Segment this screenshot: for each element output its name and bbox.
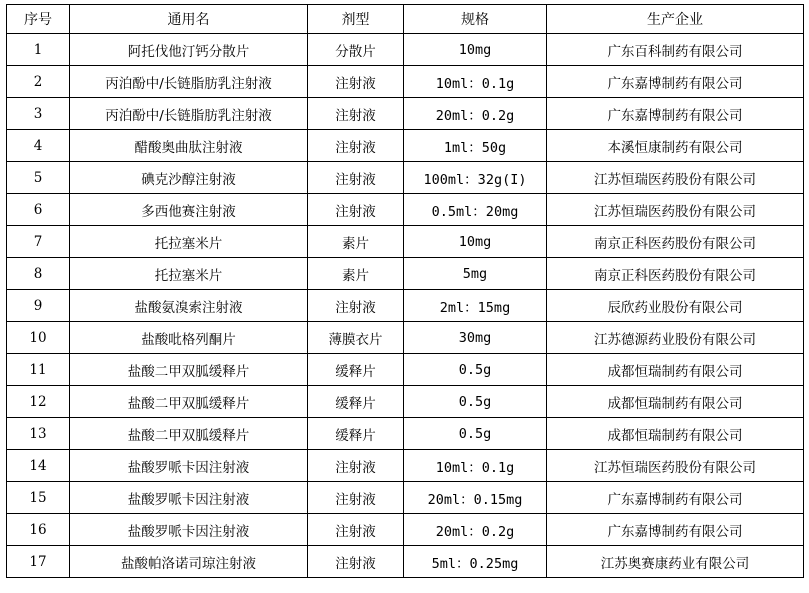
- table-row: [7, 194, 804, 226]
- cell-manufacturer: 南京正科医药股份有限公司: [547, 226, 804, 258]
- cell-manufacturer: 成都恒瑞制药有限公司: [547, 386, 804, 418]
- table-row: [7, 98, 804, 130]
- cell-dosage-form: 注射液: [308, 482, 404, 514]
- cell-generic-name: 托拉塞米片: [70, 258, 308, 290]
- cell-generic-name: 多西他赛注射液: [70, 194, 308, 226]
- table-header: [7, 5, 804, 34]
- cell-generic-name: 盐酸罗哌卡因注射液: [70, 514, 308, 546]
- table-row: [7, 450, 804, 482]
- table-row: [7, 482, 804, 514]
- cell-serial-number: 15: [7, 482, 70, 514]
- cell-dosage-form: 分散片: [308, 34, 404, 66]
- cell-manufacturer: 广东嘉博制药有限公司: [547, 514, 804, 546]
- cell-specification: 5ml：0.25mg: [404, 546, 547, 578]
- cell-specification: 20ml：0.15mg: [404, 482, 547, 514]
- header-generic-name: 通用名: [70, 5, 308, 34]
- cell-manufacturer: 广东嘉博制药有限公司: [547, 482, 804, 514]
- cell-specification: 100ml：32g(I): [404, 162, 547, 194]
- cell-serial-number: 4: [7, 130, 70, 162]
- table-row: [7, 418, 804, 450]
- cell-serial-number: 1: [7, 34, 70, 66]
- table-row: [7, 386, 804, 418]
- header-dosage-form: 剂型: [308, 5, 404, 34]
- drug-table: [6, 4, 804, 578]
- table-row: [7, 34, 804, 66]
- cell-serial-number: 17: [7, 546, 70, 578]
- cell-serial-number: 8: [7, 258, 70, 290]
- table-row: [7, 546, 804, 578]
- cell-serial-number: 13: [7, 418, 70, 450]
- cell-manufacturer: 江苏恒瑞医药股份有限公司: [547, 194, 804, 226]
- cell-generic-name: 托拉塞米片: [70, 226, 308, 258]
- cell-manufacturer: 广东嘉博制药有限公司: [547, 98, 804, 130]
- table-row: [7, 162, 804, 194]
- cell-generic-name: 盐酸二甲双胍缓释片: [70, 354, 308, 386]
- cell-manufacturer: 本溪恒康制药有限公司: [547, 130, 804, 162]
- cell-serial-number: 3: [7, 98, 70, 130]
- table-row: [7, 226, 804, 258]
- cell-dosage-form: 注射液: [308, 98, 404, 130]
- cell-generic-name: 醋酸奥曲肽注射液: [70, 130, 308, 162]
- cell-generic-name: 盐酸氨溴索注射液: [70, 290, 308, 322]
- cell-specification: 0.5ml：20mg: [404, 194, 547, 226]
- header-serial-number: 序号: [7, 5, 70, 34]
- cell-specification: 10mg: [404, 34, 547, 66]
- cell-specification: 5mg: [404, 258, 547, 290]
- cell-serial-number: 2: [7, 66, 70, 98]
- cell-dosage-form: 薄膜衣片: [308, 322, 404, 354]
- cell-generic-name: 盐酸吡格列酮片: [70, 322, 308, 354]
- cell-dosage-form: 注射液: [308, 546, 404, 578]
- cell-manufacturer: 江苏奥赛康药业有限公司: [547, 546, 804, 578]
- cell-dosage-form: 缓释片: [308, 418, 404, 450]
- cell-dosage-form: 注射液: [308, 514, 404, 546]
- table-body: [7, 34, 804, 578]
- cell-dosage-form: 缓释片: [308, 354, 404, 386]
- cell-generic-name: 阿托伐他汀钙分散片: [70, 34, 308, 66]
- cell-manufacturer: 江苏恒瑞医药股份有限公司: [547, 162, 804, 194]
- table-row: [7, 130, 804, 162]
- cell-serial-number: 11: [7, 354, 70, 386]
- cell-serial-number: 12: [7, 386, 70, 418]
- cell-dosage-form: 素片: [308, 258, 404, 290]
- cell-dosage-form: 注射液: [308, 130, 404, 162]
- cell-manufacturer: 南京正科医药股份有限公司: [547, 258, 804, 290]
- cell-manufacturer: 广东嘉博制药有限公司: [547, 66, 804, 98]
- cell-generic-name: 丙泊酚中/长链脂肪乳注射液: [70, 98, 308, 130]
- cell-generic-name: 盐酸二甲双胍缓释片: [70, 386, 308, 418]
- cell-dosage-form: 素片: [308, 226, 404, 258]
- cell-serial-number: 9: [7, 290, 70, 322]
- table-row: [7, 66, 804, 98]
- cell-manufacturer: 江苏恒瑞医药股份有限公司: [547, 450, 804, 482]
- cell-generic-name: 盐酸罗哌卡因注射液: [70, 450, 308, 482]
- cell-serial-number: 14: [7, 450, 70, 482]
- table-row: [7, 514, 804, 546]
- header-row: [7, 5, 804, 34]
- cell-serial-number: 16: [7, 514, 70, 546]
- table-row: [7, 322, 804, 354]
- table-row: [7, 258, 804, 290]
- cell-manufacturer: 广东百科制药有限公司: [547, 34, 804, 66]
- cell-manufacturer: 辰欣药业股份有限公司: [547, 290, 804, 322]
- cell-specification: 2ml：15mg: [404, 290, 547, 322]
- cell-serial-number: 7: [7, 226, 70, 258]
- cell-dosage-form: 缓释片: [308, 386, 404, 418]
- cell-specification: 30mg: [404, 322, 547, 354]
- table-row: [7, 354, 804, 386]
- cell-specification: 20ml：0.2g: [404, 98, 547, 130]
- cell-dosage-form: 注射液: [308, 194, 404, 226]
- header-manufacturer: 生产企业: [547, 5, 804, 34]
- cell-specification: 0.5g: [404, 386, 547, 418]
- cell-specification: 0.5g: [404, 418, 547, 450]
- cell-specification: 10ml：0.1g: [404, 66, 547, 98]
- table-row: [7, 290, 804, 322]
- cell-dosage-form: 注射液: [308, 66, 404, 98]
- cell-specification: 10ml：0.1g: [404, 450, 547, 482]
- cell-serial-number: 6: [7, 194, 70, 226]
- cell-serial-number: 10: [7, 322, 70, 354]
- cell-generic-name: 碘克沙醇注射液: [70, 162, 308, 194]
- cell-manufacturer: 成都恒瑞制药有限公司: [547, 418, 804, 450]
- cell-dosage-form: 注射液: [308, 450, 404, 482]
- cell-serial-number: 5: [7, 162, 70, 194]
- cell-manufacturer: 成都恒瑞制药有限公司: [547, 354, 804, 386]
- cell-generic-name: 盐酸帕洛诺司琼注射液: [70, 546, 308, 578]
- cell-generic-name: 盐酸二甲双胍缓释片: [70, 418, 308, 450]
- cell-specification: 20ml：0.2g: [404, 514, 547, 546]
- cell-dosage-form: 注射液: [308, 290, 404, 322]
- cell-generic-name: 盐酸罗哌卡因注射液: [70, 482, 308, 514]
- cell-specification: 10mg: [404, 226, 547, 258]
- cell-specification: 0.5g: [404, 354, 547, 386]
- cell-manufacturer: 江苏德源药业股份有限公司: [547, 322, 804, 354]
- header-specification: 规格: [404, 5, 547, 34]
- cell-generic-name: 丙泊酚中/长链脂肪乳注射液: [70, 66, 308, 98]
- cell-specification: 1ml：50g: [404, 130, 547, 162]
- cell-dosage-form: 注射液: [308, 162, 404, 194]
